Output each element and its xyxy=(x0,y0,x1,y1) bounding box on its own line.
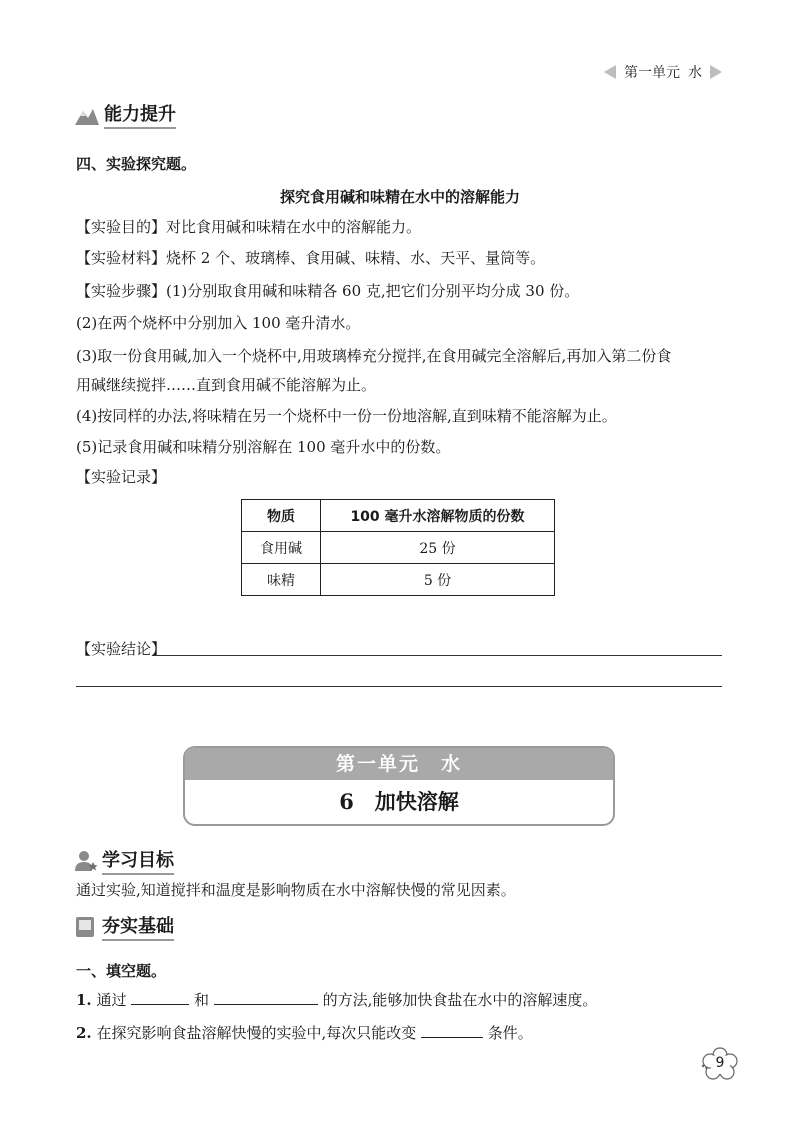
q1-text-a: 通过 xyxy=(96,991,127,1009)
table-header-row xyxy=(242,500,555,532)
step-3a: (3)取一份食用碱,加入一个烧杯中,用玻璃棒充分搅拌,在食用碱完全溶解后,再加入第二份食 xyxy=(76,347,672,365)
page-number-badge xyxy=(700,1046,740,1082)
goal-text: 通过实验,知道搅拌和温度是影响物质在水中溶解快慢的常见因素。 xyxy=(76,881,516,899)
section-basic-title: 夯实基础 xyxy=(102,912,174,941)
page-number: 9 xyxy=(715,1055,725,1071)
table-cell: 5 份 xyxy=(321,564,555,596)
table-row xyxy=(242,564,555,596)
q2-text-b: 条件。 xyxy=(487,1024,533,1042)
table-header-cell: 100 毫升水溶解物质的份数 xyxy=(321,500,555,532)
purpose-label: 【实验目的】 xyxy=(76,218,167,236)
step-3b: 用碱继续搅拌……直到食用碱不能溶解为止。 xyxy=(76,376,377,394)
lesson-banner xyxy=(183,746,615,826)
steps-line xyxy=(76,280,724,301)
record-label: 【实验记录】 xyxy=(76,468,167,486)
answer-line xyxy=(152,655,722,656)
question-1 xyxy=(76,989,724,1010)
q1-blank-1[interactable] xyxy=(131,990,189,1005)
q2-text-a: 在探究影响食盐溶解快慢的实验中,每次只能改变 xyxy=(96,1024,417,1042)
section-ability-title: 能力提升 xyxy=(104,100,176,129)
table-cell: 食用碱 xyxy=(242,532,321,564)
q1-blank-2[interactable] xyxy=(214,990,318,1005)
q2-number: 2. xyxy=(76,1024,92,1042)
table-header-cell: 物质 xyxy=(242,500,321,532)
materials-line xyxy=(76,247,724,268)
banner-lesson-title: 6 加快溶解 xyxy=(339,789,459,814)
table-cell: 25 份 xyxy=(321,532,555,564)
section-goal-heading xyxy=(74,846,174,875)
header-topic: 水 xyxy=(688,65,702,81)
header-unit: 第一单元 xyxy=(624,65,680,81)
part4-heading: 四、实验探究题。 xyxy=(76,155,197,173)
experiment-title: 探究食用碱和味精在水中的溶解能力 xyxy=(279,188,520,206)
step-1: (1)分别取食用碱和味精各 60 克,把它们分别平均分成 30 份。 xyxy=(166,282,580,300)
learner-icon xyxy=(74,849,98,873)
foundation-icon xyxy=(74,915,98,939)
purpose-line xyxy=(76,216,724,237)
section-ability-heading xyxy=(74,100,176,129)
step-5: (5)记录食用碱和味精分别溶解在 100 毫升水中的份数。 xyxy=(76,438,451,456)
conclusion-label: 【实验结论】 xyxy=(76,640,167,658)
section-basic-heading xyxy=(74,912,174,941)
running-header xyxy=(604,62,722,82)
right-triangle-icon xyxy=(710,65,722,79)
section-goal-title: 学习目标 xyxy=(102,846,174,875)
banner-unit-title: 第一单元 水 xyxy=(185,748,613,780)
mountain-icon xyxy=(74,103,100,127)
q1-text-b: 和 xyxy=(194,991,210,1009)
question-2 xyxy=(76,1022,724,1043)
step-2: (2)在两个烧杯中分别加入 100 毫升清水。 xyxy=(76,314,361,332)
steps-label: 【实验步骤】 xyxy=(76,282,167,300)
record-table xyxy=(241,499,555,596)
answer-line xyxy=(76,686,722,687)
step-4: (4)按同样的办法,将味精在另一个烧杯中一份一份地溶解,直到味精不能溶解为止。 xyxy=(76,407,617,425)
q2-blank[interactable] xyxy=(421,1023,483,1038)
table-row xyxy=(242,532,555,564)
left-triangle-icon xyxy=(604,65,616,79)
part1-heading: 一、填空题。 xyxy=(76,962,167,980)
q1-text-c: 的方法,能够加快食盐在水中的溶解速度。 xyxy=(322,991,598,1009)
table-cell: 味精 xyxy=(242,564,321,596)
q1-number: 1. xyxy=(76,991,92,1009)
materials-label: 【实验材料】 xyxy=(76,249,167,267)
materials-text: 烧杯 2 个、玻璃棒、食用碱、味精、水、天平、量筒等。 xyxy=(166,249,546,267)
purpose-text: 对比食用碱和味精在水中的溶解能力。 xyxy=(166,218,422,236)
